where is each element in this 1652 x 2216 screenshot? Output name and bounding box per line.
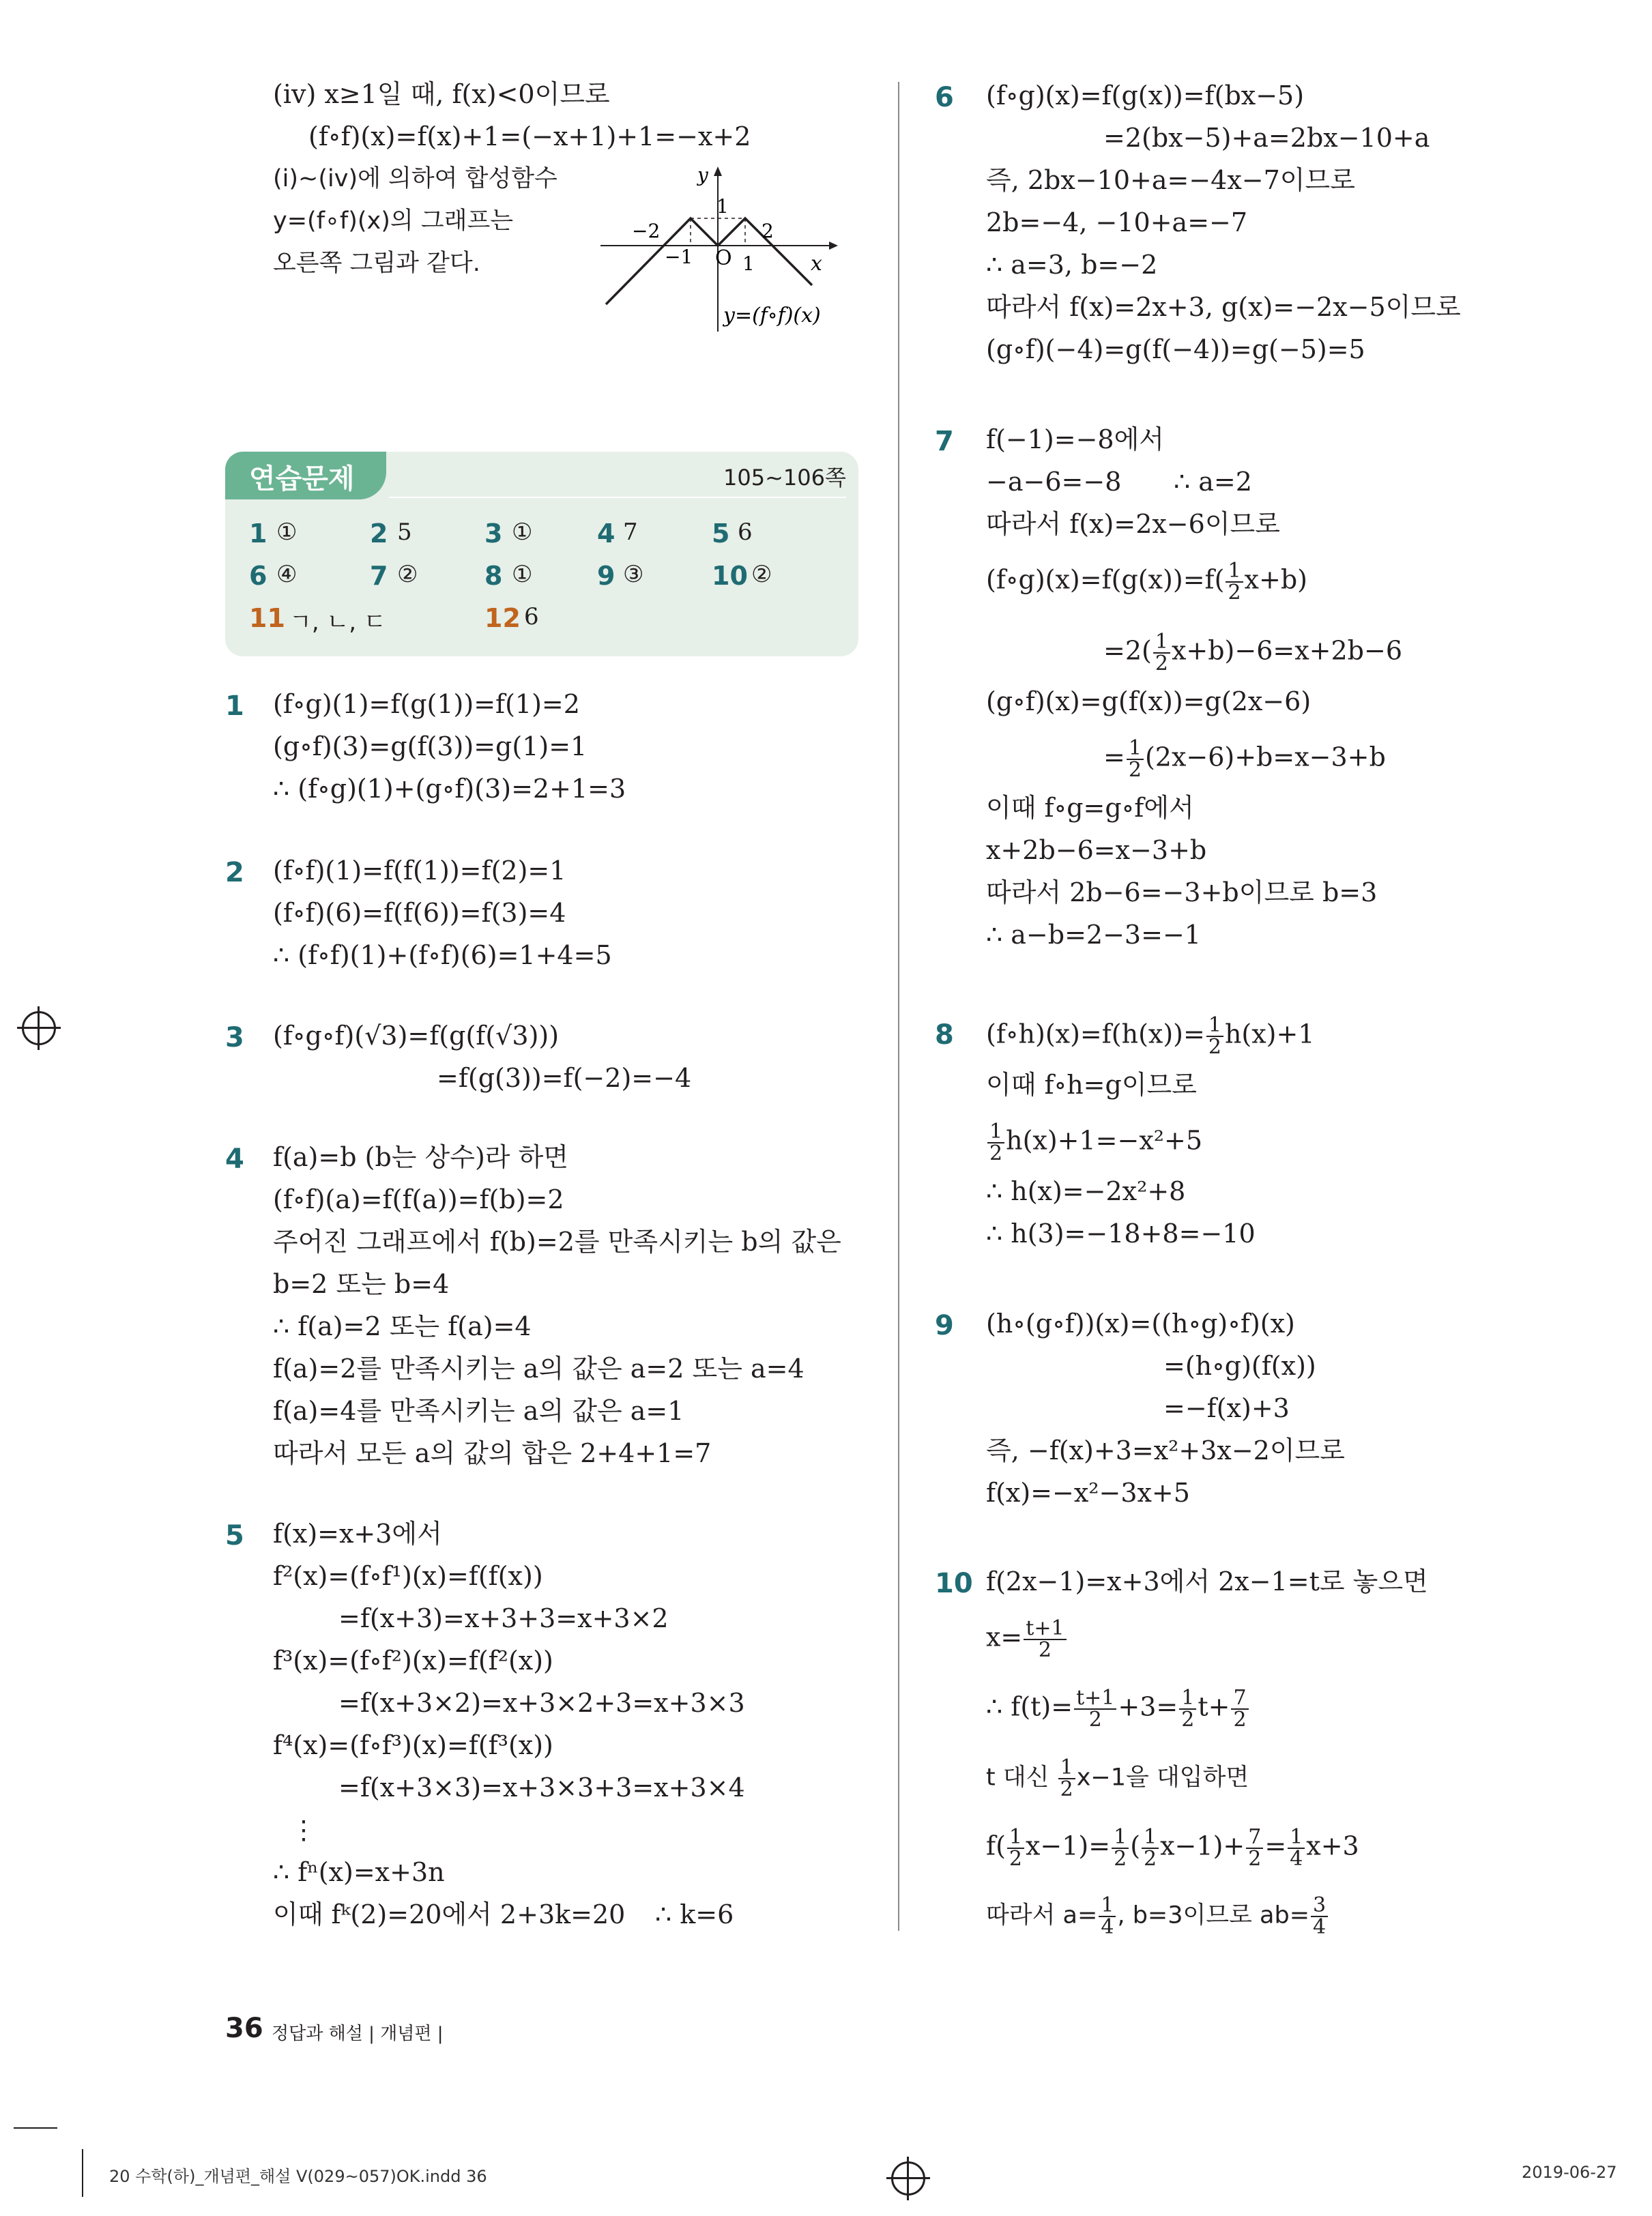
solution-line: (g∘f)(x)=g(f(x))=g(2x−6) bbox=[986, 686, 1312, 716]
fraction-one-half: $\frac{1}{2}$ bbox=[1007, 1827, 1024, 1869]
expr: x−1)= bbox=[1025, 1831, 1111, 1861]
fraction-one-half: $\frac{1}{2}$ bbox=[1206, 1015, 1223, 1058]
answer-value: ③ bbox=[623, 561, 644, 588]
answer-number: 10 bbox=[712, 561, 748, 591]
crop-line bbox=[14, 2127, 57, 2129]
solution-line: ∴ a−b=2−3=−1 bbox=[986, 920, 1201, 950]
problem-number: 3 bbox=[225, 1022, 244, 1053]
solution-line: 주어진 그래프에서 f(b)=2를 만족시키는 b의 값은 bbox=[273, 1227, 841, 1257]
expr: t 대신 bbox=[986, 1764, 1057, 1792]
graph-tick-neg2: −2 bbox=[632, 220, 661, 242]
problem-number: 6 bbox=[935, 82, 954, 113]
solution-line bbox=[1103, 632, 1402, 674]
expr: x+3 bbox=[1306, 1831, 1359, 1861]
solution-line: ∴ (f∘f)(1)+(f∘f)(6)=1+4=5 bbox=[273, 940, 612, 970]
solution-line bbox=[986, 1618, 1068, 1661]
solution-line: =f(x+3×3)=x+3×3+3=x+3×4 bbox=[338, 1773, 745, 1803]
problem-number: 8 bbox=[935, 1019, 954, 1051]
solution-line: ∴ (f∘g)(1)+(g∘f)(3)=2+1=3 bbox=[273, 774, 626, 804]
answer-value: ① bbox=[276, 519, 298, 546]
problem-number: 1 bbox=[225, 690, 244, 722]
solution-line: =(h∘g)(f(x)) bbox=[1163, 1351, 1316, 1381]
page-number: 36 bbox=[225, 2013, 263, 2044]
expr: f( bbox=[986, 1831, 1006, 1861]
solution-line: 따라서 f(x)=2x−6이므로 bbox=[986, 509, 1280, 539]
fraction-one-half: $\frac{1}{2}$ bbox=[1112, 1827, 1129, 1869]
solution-line bbox=[986, 561, 1307, 603]
answer-value: ② bbox=[751, 561, 772, 588]
solution-line: (f∘f)(6)=f(f(6))=f(3)=4 bbox=[273, 898, 566, 928]
answer-number: 11 bbox=[249, 603, 285, 633]
expr: h(x)+1=−x²+5 bbox=[1006, 1125, 1203, 1156]
solution-line: b=2 또는 b=4 bbox=[273, 1269, 450, 1299]
expr: +3= bbox=[1118, 1691, 1178, 1722]
graph-x-label: x bbox=[811, 252, 822, 276]
problem-number: 9 bbox=[935, 1310, 954, 1341]
problem-number: 2 bbox=[225, 857, 244, 888]
solution-line: f(a)=b (b는 상수)라 하면 bbox=[273, 1142, 568, 1172]
registration-mark-left bbox=[22, 1011, 56, 1045]
fraction-three-quarter: $\frac{3}{4}$ bbox=[1311, 1895, 1328, 1938]
solution-line: (f∘g)(1)=f(g(1))=f(1)=2 bbox=[273, 689, 580, 719]
answer-number: 5 bbox=[712, 519, 730, 549]
solution-line: 이때 f∘h=g이므로 bbox=[986, 1070, 1197, 1100]
solution-line: (f∘f)(a)=f(f(a))=f(b)=2 bbox=[273, 1184, 564, 1214]
answer-value: 6 bbox=[524, 603, 539, 630]
expr: =2( bbox=[1103, 635, 1152, 666]
answer-value: ① bbox=[512, 561, 533, 588]
solution-line: f(a)=4를 만족시키는 a의 값은 a=1 bbox=[273, 1396, 684, 1426]
solution-line: −a−6=−8 bbox=[986, 467, 1122, 497]
solution-line: ∴ fⁿ(x)=x+3n bbox=[273, 1857, 445, 1887]
solution-line bbox=[1103, 738, 1386, 781]
fraction-t-plus-1-over-2: $\frac{t+1}{2}$ bbox=[1074, 1688, 1116, 1730]
solution-line: ∴ h(x)=−2x²+8 bbox=[986, 1176, 1186, 1206]
expr: = bbox=[1264, 1831, 1287, 1861]
answer-number: 8 bbox=[484, 561, 503, 591]
fraction-t-plus-1-over-2: $\frac{t+1}{2}$ bbox=[1024, 1618, 1066, 1661]
composite-function-graph bbox=[594, 161, 867, 338]
solution-line: 이때 fᵏ(2)=20에서 2+3k=20 bbox=[273, 1899, 626, 1929]
fraction-seven-half: $\frac{7}{2}$ bbox=[1246, 1827, 1263, 1869]
solution-line: =f(x+3)=x+3+3=x+3×2 bbox=[338, 1603, 669, 1633]
solution-line: ∴ h(3)=−18+8=−10 bbox=[986, 1219, 1256, 1249]
answer-number: 7 bbox=[370, 561, 388, 591]
expr: x−1을 대입하면 bbox=[1076, 1764, 1249, 1792]
solution-line: ∴ f(a)=2 또는 f(a)=4 bbox=[273, 1311, 532, 1341]
solution-line: 즉, 2bx−10+a=−4x−7이므로 bbox=[986, 165, 1355, 195]
conclusion-line: (i)~(iv)에 의하여 합성함수 bbox=[273, 165, 557, 192]
column-divider bbox=[898, 82, 899, 1931]
expr: h(x)+1 bbox=[1224, 1019, 1315, 1049]
answer-number: 9 bbox=[597, 561, 615, 591]
fraction-one-half: $\frac{1}{2}$ bbox=[1153, 632, 1170, 674]
solution-line: =f(g(3))=f(−2)=−4 bbox=[437, 1063, 692, 1093]
solution-line: 따라서 모든 a의 값의 합은 2+4+1=7 bbox=[273, 1438, 712, 1468]
file-slug: 20 수학(하)_개념편_해설 V(029~057)OK.indd 36 bbox=[109, 2167, 487, 2186]
expr: x+b) bbox=[1244, 564, 1307, 595]
answer-number: 6 bbox=[249, 561, 267, 591]
solution-line: ∴ k=6 bbox=[655, 1899, 734, 1929]
solution-line: f(x)=−x²−3x+5 bbox=[986, 1478, 1190, 1508]
solution-line: ∴ a=3, b=−2 bbox=[986, 250, 1158, 280]
section-pages: 105~106쪽 bbox=[723, 465, 846, 491]
graph-y-label: y bbox=[697, 164, 708, 186]
solution-line: x+2b−6=x−3+b bbox=[986, 835, 1207, 865]
solution-line: 이때 f∘g=g∘f에서 bbox=[986, 793, 1194, 823]
graph-tick-1: 1 bbox=[742, 252, 755, 275]
expr: , b=3이므로 ab= bbox=[1117, 1901, 1310, 1929]
registration-mark-bottom bbox=[891, 2161, 925, 2196]
solution-line: f⁴(x)=(f∘f³)(x)=f(f³(x)) bbox=[273, 1730, 553, 1760]
solution-line: f(x)=x+3에서 bbox=[273, 1519, 442, 1549]
answer-number: 12 bbox=[484, 603, 521, 633]
fraction-one-quarter: $\frac{1}{4}$ bbox=[1288, 1827, 1305, 1869]
solution-line: f(a)=2를 만족시키는 a의 값은 a=2 또는 a=4 bbox=[273, 1354, 805, 1384]
section-title: 연습문제 bbox=[249, 463, 355, 495]
conclusion-line: 오른쪽 그림과 같다. bbox=[273, 250, 480, 277]
case4-line: (iv) x≥1일 때, f(x)<0이므로 bbox=[273, 79, 610, 109]
solution-line bbox=[986, 1755, 1249, 1801]
fraction-seven-half: $\frac{7}{2}$ bbox=[1231, 1688, 1248, 1730]
answer-number: 3 bbox=[484, 519, 503, 549]
solution-line: (f∘g)(x)=f(g(x))=f(bx−5) bbox=[986, 81, 1305, 111]
conclusion-line: y=(f∘f)(x)의 그래프는 bbox=[273, 207, 514, 235]
graph-tick-neg1: −1 bbox=[665, 246, 693, 268]
solution-line: 즉, −f(x)+3=x²+3x−2이므로 bbox=[986, 1435, 1345, 1466]
fraction-one-half: $\frac{1}{2}$ bbox=[1226, 561, 1243, 603]
solution-line: (g∘f)(−4)=g(f(−4))=g(−5)=5 bbox=[986, 334, 1365, 364]
solution-line: 따라서 f(x)=2x+3, g(x)=−2x−5이므로 bbox=[986, 292, 1461, 322]
fraction-one-half: $\frac{1}{2}$ bbox=[1127, 738, 1144, 781]
expr: x−1)+ bbox=[1160, 1831, 1245, 1861]
solution-line bbox=[986, 1688, 1250, 1730]
solution-line: =−f(x)+3 bbox=[1163, 1393, 1290, 1423]
solution-line bbox=[986, 1122, 1202, 1164]
print-date: 2019-06-27 bbox=[1522, 2163, 1617, 2182]
fraction-one-half: $\frac{1}{2}$ bbox=[987, 1122, 1004, 1164]
graph-tick-y1: 1 bbox=[716, 195, 729, 218]
solution-line: f(−1)=−8에서 bbox=[986, 424, 1165, 454]
footer-text: 정답과 해설 | 개념편 | bbox=[272, 2024, 444, 2044]
solution-line: (g∘f)(3)=g(f(3))=g(1)=1 bbox=[273, 731, 588, 761]
problem-number: 7 bbox=[935, 426, 954, 457]
answer-value: ② bbox=[397, 561, 418, 588]
problem-number: 5 bbox=[225, 1520, 244, 1551]
graph-tick-2: 2 bbox=[762, 220, 774, 242]
expr: = bbox=[1103, 742, 1125, 772]
expr: ∴ f(t)= bbox=[986, 1691, 1073, 1722]
answer-value: 6 bbox=[738, 519, 753, 546]
answer-value: 5 bbox=[397, 519, 412, 546]
expr: 따라서 a= bbox=[986, 1901, 1098, 1929]
answer-number: 4 bbox=[597, 519, 615, 549]
fraction-one-half: $\frac{1}{2}$ bbox=[1179, 1688, 1196, 1730]
case4-formula: (f∘f)(x)=f(x)+1=(−x+1)+1=−x+2 bbox=[308, 121, 751, 151]
solution-line: (f∘f)(1)=f(f(1))=f(2)=1 bbox=[273, 856, 566, 886]
graph-caption: y=(f∘f)(x) bbox=[723, 304, 821, 327]
solution-line: (h∘(g∘f))(x)=((h∘g)∘f)(x) bbox=[986, 1309, 1295, 1339]
expr: (f∘h)(x)=f(h(x))= bbox=[986, 1019, 1205, 1049]
expr: x= bbox=[986, 1622, 1023, 1652]
answer-value: ㄱ, ㄴ, ㄷ bbox=[289, 609, 386, 636]
expr: (f∘g)(x)=f(g(x))=f( bbox=[986, 564, 1225, 595]
divider bbox=[389, 497, 846, 498]
solution-line bbox=[986, 1827, 1359, 1869]
fraction-one-half: $\frac{1}{2}$ bbox=[1142, 1827, 1159, 1869]
solution-line: f²(x)=(f∘f¹)(x)=f(f(x)) bbox=[273, 1561, 543, 1591]
solution-line: ∴ a=2 bbox=[1174, 467, 1252, 497]
fraction-one-quarter: $\frac{1}{4}$ bbox=[1099, 1895, 1116, 1938]
solution-line: ⋮ bbox=[291, 1815, 317, 1845]
solution-line: f³(x)=(f∘f²)(x)=f(f²(x)) bbox=[273, 1646, 553, 1676]
expr: ( bbox=[1130, 1831, 1141, 1861]
graph-origin-label: O bbox=[715, 246, 732, 270]
problem-number: 4 bbox=[225, 1143, 244, 1175]
problem-number: 10 bbox=[935, 1568, 973, 1599]
expr: x+b)−6=x+2b−6 bbox=[1171, 635, 1403, 666]
expr: (2x−6)+b=x−3+b bbox=[1144, 742, 1386, 772]
crop-line bbox=[82, 2149, 83, 2197]
solution-line: 2b=−4, −10+a=−7 bbox=[986, 207, 1248, 237]
solution-line bbox=[986, 1015, 1315, 1058]
solution-line: 따라서 2b−6=−3+b이므로 b=3 bbox=[986, 877, 1378, 907]
solution-line: f(2x−1)=x+3에서 2x−1=t로 놓으면 bbox=[986, 1566, 1428, 1597]
answer-value: ④ bbox=[276, 561, 298, 588]
answer-number: 2 bbox=[370, 519, 388, 549]
solution-line: =2(bx−5)+a=2bx−10+a bbox=[1103, 123, 1430, 153]
solution-line: (f∘g∘f)(√3)=f(g(f(√3))) bbox=[273, 1021, 560, 1051]
answer-value: 7 bbox=[623, 519, 638, 546]
fraction-one-half: $\frac{1}{2}$ bbox=[1058, 1758, 1075, 1800]
answer-number: 1 bbox=[249, 519, 267, 549]
answer-value: ① bbox=[512, 519, 533, 546]
solution-line bbox=[986, 1895, 1329, 1938]
solution-line: =f(x+3×2)=x+3×2+3=x+3×3 bbox=[338, 1688, 745, 1718]
expr: t+ bbox=[1198, 1691, 1230, 1722]
